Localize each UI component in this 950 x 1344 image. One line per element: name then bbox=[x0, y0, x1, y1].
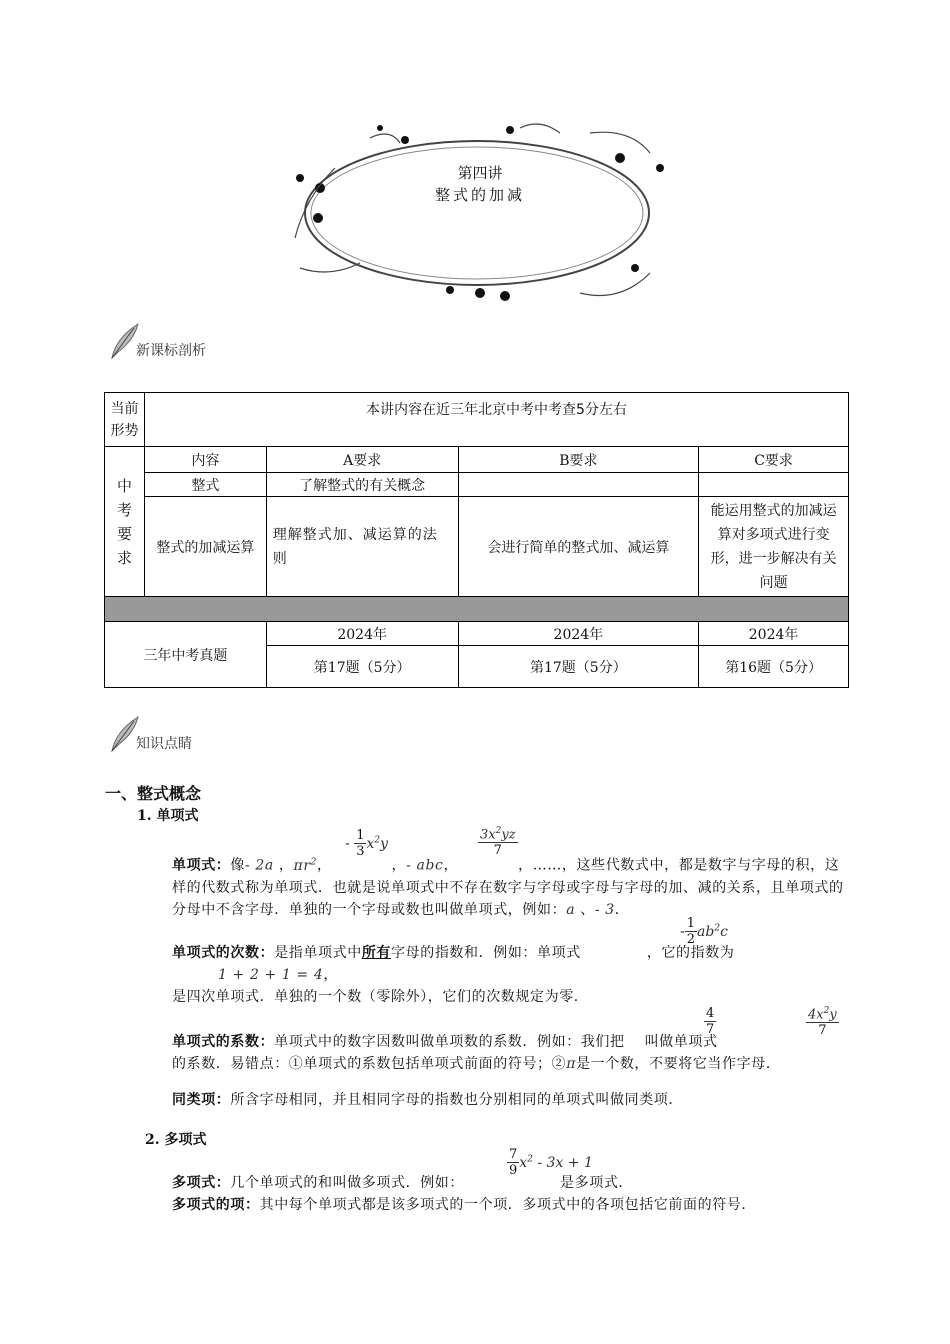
question-3: 第16题（5分） bbox=[699, 646, 849, 688]
degree-term: 单项式的次数： bbox=[172, 945, 275, 961]
math-4-over-7: $\frac{4}{7}$ bbox=[706, 1006, 715, 1037]
polyitem-term: 多项式的项： bbox=[172, 1197, 260, 1213]
monomial-text: ，……，这些代数式中，都是数字与字母的积，这样的代数式称为单项式．也就是说单项式中不存在数字与字母或字母与字母的加、减的关系，且单项式的分母中不含字母．单独的一个字母或数也叫做单项式，例如： bbox=[172, 857, 844, 918]
heading-polynomial: 2. 多项式 bbox=[145, 1132, 207, 1148]
row1-content: 整式 bbox=[144, 473, 266, 497]
math-polynomial-example: $\frac{7}{9}$ $x^2 - 3x + 1$ bbox=[509, 1147, 593, 1178]
math-3x2yz-over-7: $\frac{3x^2yz}{7}$ bbox=[480, 826, 516, 859]
row2-b: 会进行简单的整式加、减运算 bbox=[458, 497, 699, 597]
math-neg-third-x2y: - $\frac{1}{3}$ $x^2y$ bbox=[345, 828, 389, 859]
like-term: 同类项： bbox=[172, 1092, 231, 1108]
requirement-label: 中考要求 bbox=[105, 447, 145, 597]
decorative-floral-frame bbox=[280, 118, 675, 308]
lecture-number: 第四讲 bbox=[457, 164, 503, 182]
row1-a: 了解整式的有关概念 bbox=[266, 473, 458, 497]
coef-term: 单项式的系数： bbox=[172, 1034, 275, 1050]
situation-label: 当前形势 bbox=[105, 393, 145, 447]
header-content: 内容 bbox=[144, 447, 266, 473]
gray-divider-row bbox=[105, 597, 849, 622]
header-a: A要求 bbox=[266, 447, 458, 473]
curriculum-table bbox=[104, 392, 849, 688]
lecture-title: 整式的加减 bbox=[434, 186, 525, 204]
math-4x2y-over-7: $\frac{4x^2y}{7}$ bbox=[808, 1006, 837, 1039]
like-terms: 同类项：所含字母相同，并且相同字母的指数也分别相同的单项式叫做同类项． bbox=[172, 1092, 684, 1108]
header-b: B要求 bbox=[458, 447, 699, 473]
monomial-term: 单项式： bbox=[172, 857, 231, 874]
monomial-degree: 单项式的次数：是指单项式中所有字母的指数和．例如：单项式 ，它的指数为 1 + 2 + 1 = 4， 是四次单项式．单独的一个数（零除外），它们的次数规定为零． bbox=[172, 945, 735, 1005]
monomial-definition: 单项式：像- 2a ，$\pi r^2$， ，- abc， ，……，这些代数式中，都是数字与字母的积，这样的代数式称为单项式．也就是说单项式中不存在数字与字母或字母与字母的加、减的关系，且单项式的分母中不含字母．单独的一个字母或数也叫做单项式，例如：a 、- 3． bbox=[172, 857, 844, 918]
monomial-coefficient: 单项式的系数：单项式中的数字因数叫做单项数的系数．例如：我们把 叫做单项式 的系数．易错点：①单项式的系数包括单项式前面的符号；②π是一个数，不要将它当作字母． bbox=[172, 1034, 781, 1072]
poly-term: 多项式： bbox=[172, 1175, 231, 1191]
question-2: 第17题（5分） bbox=[458, 646, 699, 688]
polynomial-terms: 多项式的项：其中每个单项式都是该多项式的一个项．多项式中的各项包括它前面的符号． bbox=[172, 1197, 757, 1213]
situation-text: 本讲内容在近三年北京中考中考查5分左右 bbox=[144, 393, 848, 447]
section-knowledge-header bbox=[108, 713, 192, 753]
math-neg-half-ab2c: - $\frac{1}{2}$ $ab^2c$ bbox=[680, 916, 728, 947]
lecture-title-box bbox=[380, 162, 580, 206]
year-1: 2024年 bbox=[266, 622, 458, 646]
section-knowledge-label: 知识点睛 bbox=[136, 736, 192, 752]
heading-integral-concept: 一、整式概念 bbox=[105, 784, 202, 803]
row1-b bbox=[458, 473, 699, 497]
question-1: 第17题（5分） bbox=[266, 646, 458, 688]
year-2: 2024年 bbox=[458, 622, 699, 646]
header-c: C要求 bbox=[699, 447, 849, 473]
section-standard-label: 新课标剖析 bbox=[136, 343, 206, 359]
row1-c bbox=[699, 473, 849, 497]
row2-content: 整式的加减运算 bbox=[144, 497, 266, 597]
year-3: 2024年 bbox=[699, 622, 849, 646]
section-standard-header bbox=[108, 320, 206, 360]
row2-a: 理解整式加、减运算的法则 bbox=[266, 497, 458, 597]
row2-c: 能运用整式的加减运算对多项式进行变形，进一步解决有关问题 bbox=[699, 497, 849, 597]
polynomial-definition: 多项式：几个单项式的和叫做多项式．例如： 是多项式． bbox=[172, 1175, 634, 1191]
heading-monomial: 1. 单项式 bbox=[137, 808, 199, 824]
degree-emphasis: 所有 bbox=[361, 945, 392, 961]
exam-label: 三年中考真题 bbox=[105, 622, 267, 688]
